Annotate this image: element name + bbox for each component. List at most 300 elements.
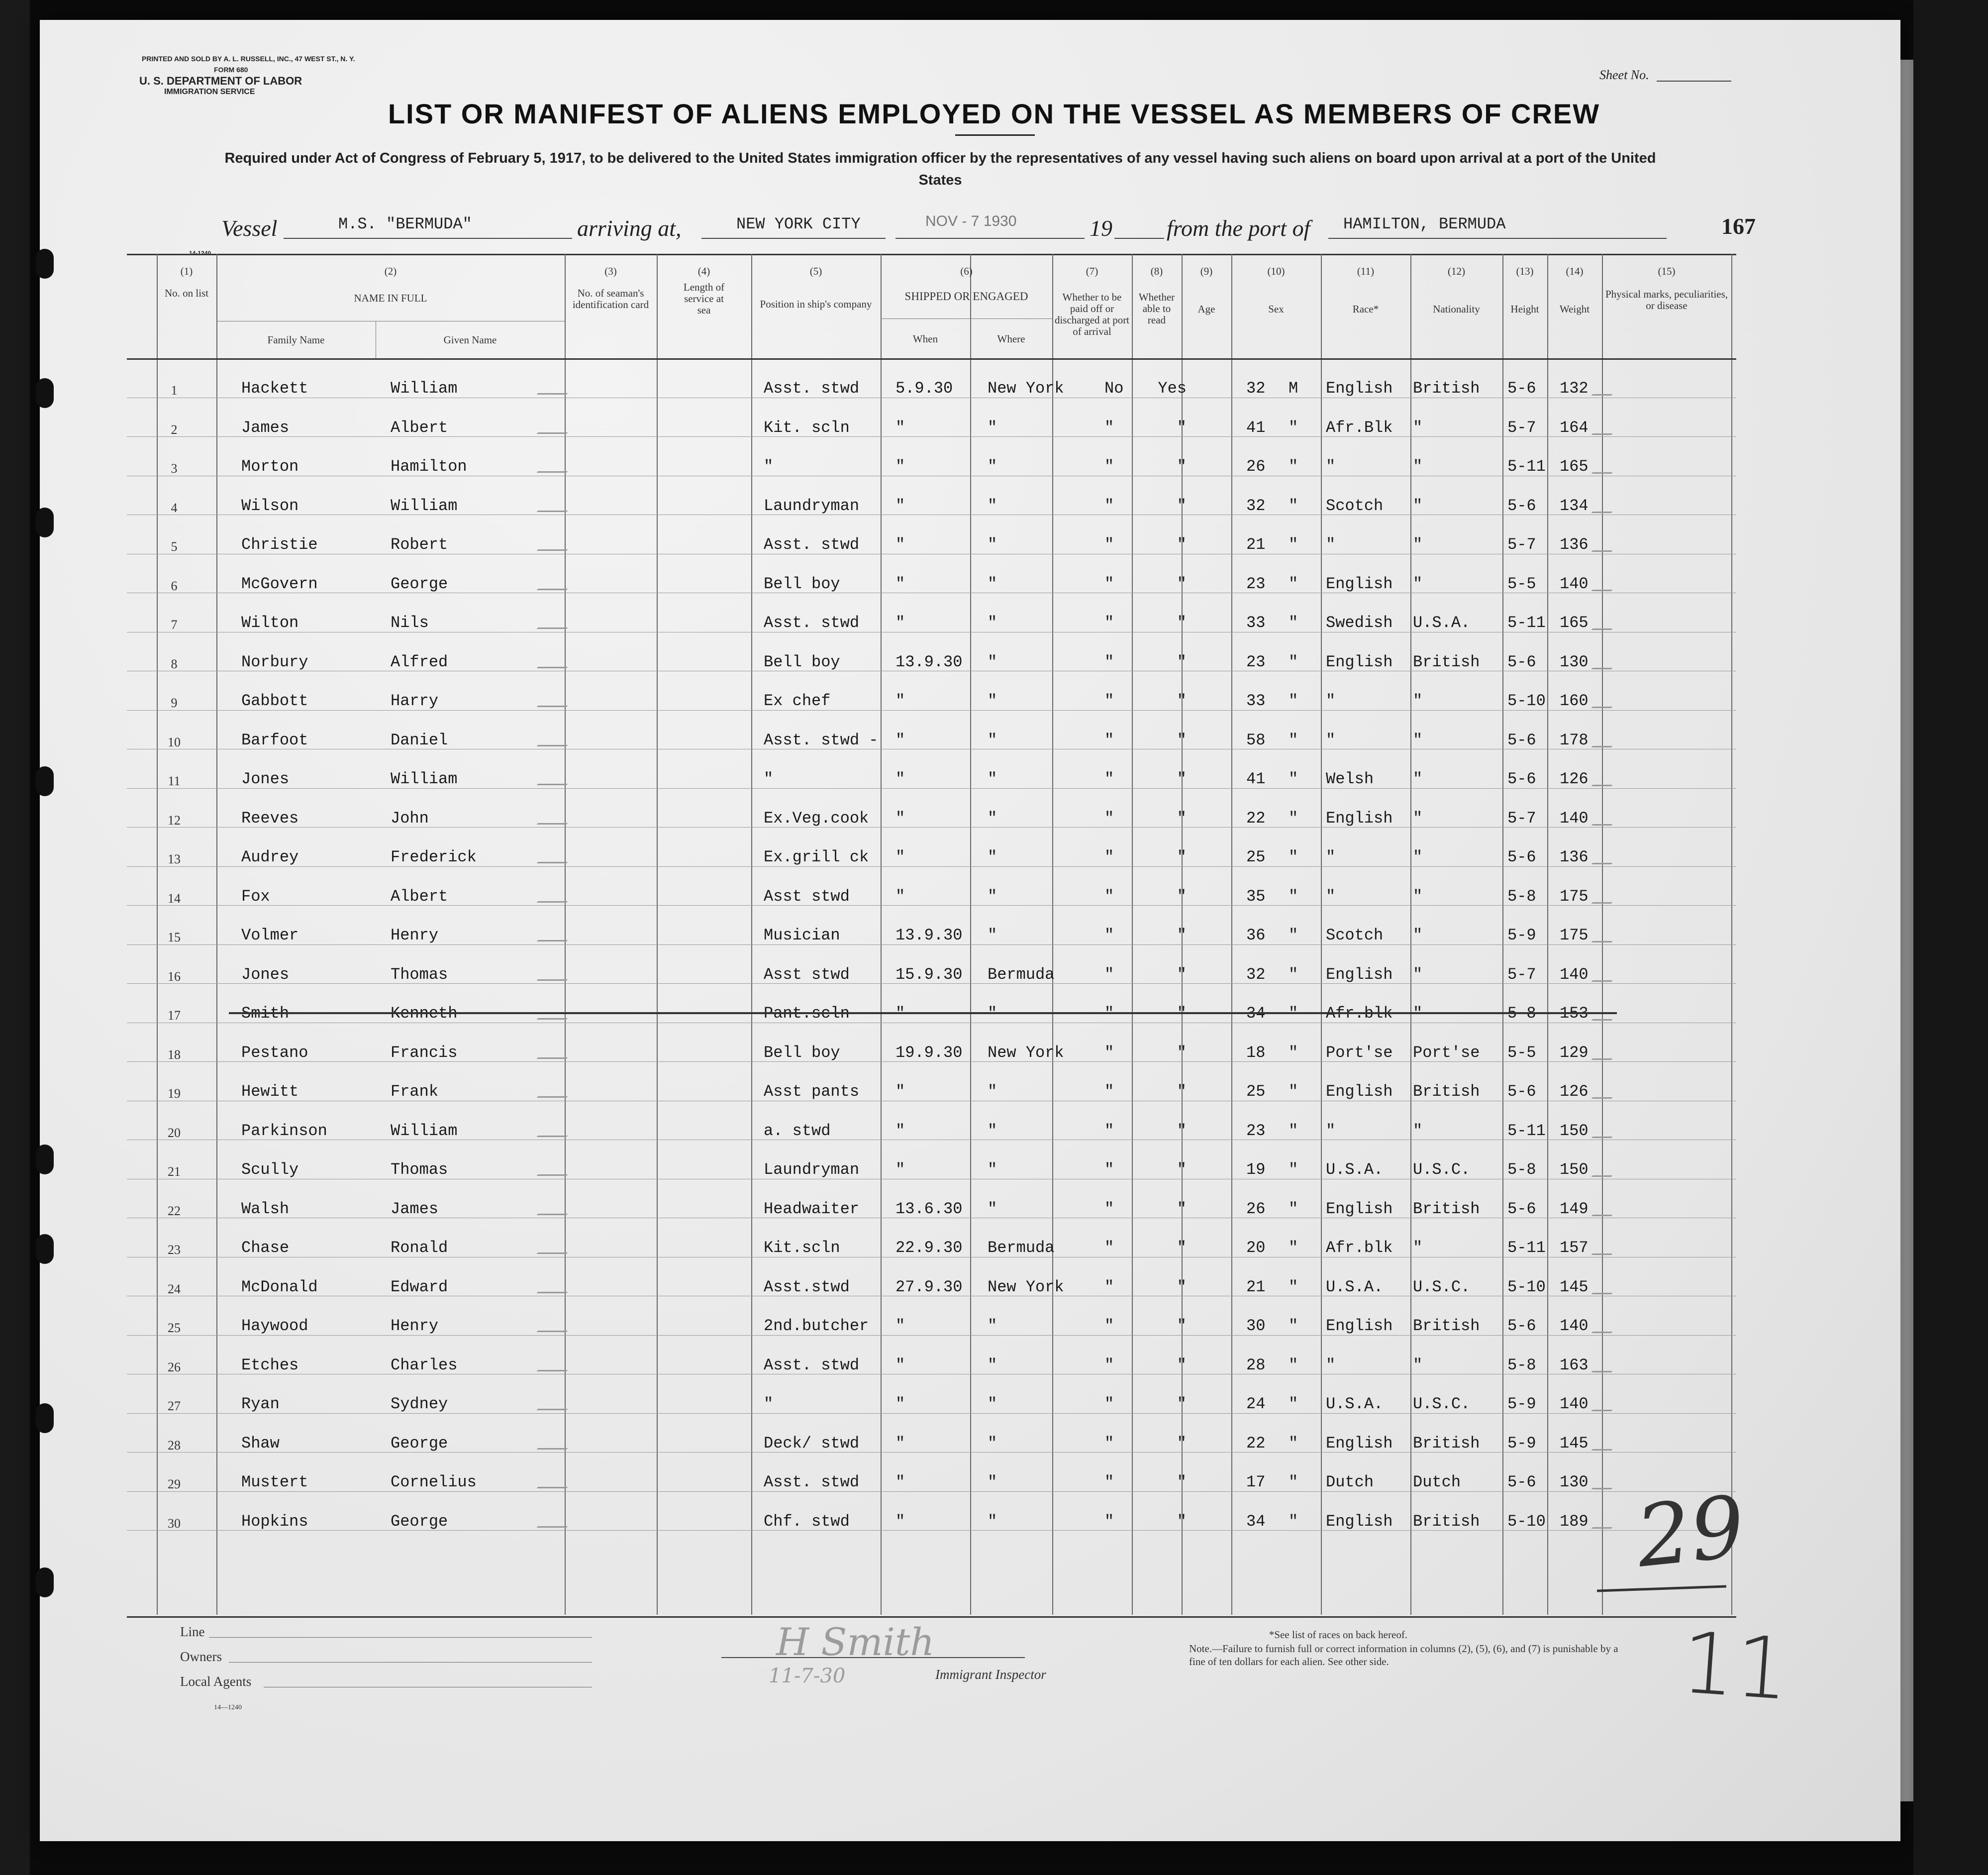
- cell-race: English: [1326, 1199, 1393, 1218]
- cell-shipped-when: ": [895, 574, 905, 593]
- row-rule: [127, 1335, 1736, 1336]
- cell-able-to-read: ": [1177, 1355, 1187, 1374]
- cell-family-name: Pestano: [241, 1043, 308, 1062]
- cell-shipped-when: ": [895, 1395, 905, 1413]
- cell-weight: 130: [1560, 1473, 1589, 1491]
- cell-sex: ": [1289, 770, 1298, 788]
- punch-hole: [36, 766, 54, 796]
- cell-paid-off: ": [1104, 418, 1114, 437]
- arriving-line: [701, 238, 886, 239]
- col-num-5: (5): [809, 265, 822, 277]
- cell-given-name: Frank: [391, 1082, 439, 1101]
- cell-position: Asst. stwd: [764, 614, 860, 632]
- arriving-port: NEW YORK CITY: [736, 215, 861, 233]
- cell-weight: 153: [1560, 1004, 1589, 1023]
- cell-age: 33: [1246, 692, 1266, 710]
- footer-agents-label: Local Agents: [180, 1674, 252, 1689]
- cell-height: 5-9: [1507, 926, 1536, 944]
- cell-given-name: Albert: [391, 887, 448, 906]
- col-num-9: (9): [1200, 265, 1213, 277]
- cell-paid-off: ": [1104, 574, 1114, 593]
- col-label-13: Height: [1510, 303, 1539, 315]
- year-label: 19: [1090, 215, 1112, 241]
- cell-nationality: ": [1413, 1004, 1423, 1023]
- col-label-1: No. on list: [164, 287, 209, 299]
- cell-race: ": [1326, 848, 1336, 866]
- cell-position: Ex.Veg.cook: [764, 809, 869, 828]
- footer-bottom-code: 14—1240: [214, 1704, 242, 1711]
- cell-sex: ": [1289, 1473, 1298, 1491]
- cell-sex: ": [1289, 1004, 1298, 1023]
- cell-nationality: ": [1413, 1239, 1423, 1257]
- cell-race: English: [1326, 1434, 1393, 1453]
- row-rule: [127, 1491, 1736, 1492]
- cell-paid-off: ": [1104, 1082, 1114, 1101]
- cell-paid-off: No: [1104, 379, 1124, 398]
- cell-shipped-where: ": [988, 1355, 997, 1374]
- cell-race: U.S.A.: [1326, 1395, 1384, 1413]
- col-label-6: SHIPPED OR ENGAGED: [904, 290, 1028, 303]
- cell-nationality: ": [1413, 926, 1423, 944]
- cell-shipped-when: ": [895, 692, 905, 710]
- cell-sex: ": [1289, 574, 1298, 593]
- cell-nationality: ": [1413, 730, 1423, 749]
- cell-weight: 136: [1560, 848, 1589, 866]
- cell-race: English: [1326, 1082, 1393, 1101]
- col-divider: [1132, 254, 1133, 1615]
- cell-race: U.S.A.: [1326, 1160, 1384, 1179]
- cell-able-to-read: ": [1177, 1512, 1187, 1531]
- cell-given-name: Frederick: [391, 848, 477, 866]
- cell-family-name: Barfoot: [241, 730, 308, 749]
- cell-nationality: ": [1413, 418, 1423, 437]
- col-divider: [1321, 254, 1322, 1615]
- row-rule: [127, 1452, 1736, 1453]
- cell-height: 5-6: [1507, 1199, 1536, 1218]
- shipped-sub-rule: [881, 318, 1052, 319]
- cell-family-name: Fox: [241, 887, 270, 906]
- cell-nationality: ": [1413, 770, 1423, 788]
- cell-height: 5-8: [1507, 1160, 1536, 1179]
- cell-shipped-when: 13.9.30: [895, 926, 963, 944]
- cell-sex: ": [1289, 1160, 1298, 1179]
- col-num-3: (3): [604, 265, 617, 277]
- cell-sex: ": [1289, 809, 1298, 828]
- cell-height: 5-11: [1507, 1121, 1546, 1140]
- cell-age: 22: [1246, 1434, 1266, 1453]
- cell-paid-off: ": [1104, 1355, 1114, 1374]
- cell-paid-off: ": [1104, 926, 1114, 944]
- col-num-10: (10): [1267, 265, 1285, 277]
- cell-given-name: Daniel: [391, 730, 448, 749]
- cell-paid-off: ": [1104, 1317, 1114, 1335]
- from-label: from the port of: [1167, 215, 1310, 241]
- cell-position: ": [764, 770, 774, 788]
- row-number: 23: [168, 1243, 181, 1257]
- cell-height: 5-8: [1507, 1004, 1536, 1023]
- cell-age: 30: [1246, 1317, 1266, 1335]
- cell-position: Chf. stwd: [764, 1512, 850, 1531]
- page-number: 167: [1721, 213, 1756, 239]
- cell-able-to-read: ": [1177, 730, 1187, 749]
- cell-able-to-read: ": [1177, 652, 1187, 671]
- cell-height: 5-11: [1507, 457, 1546, 476]
- cell-nationality: ": [1413, 809, 1423, 828]
- cell-shipped-where: ": [988, 926, 997, 944]
- cell-shipped-when: ": [895, 1004, 905, 1023]
- cell-able-to-read: ": [1177, 614, 1187, 632]
- cell-weight: 140: [1560, 574, 1589, 593]
- cell-shipped-where: ": [988, 535, 997, 554]
- printer-line: PRINTED AND SOLD BY A. L. RUSSELL, INC., 47 WEST ST., N. Y.: [142, 55, 355, 63]
- cell-shipped-when: ": [895, 1434, 905, 1453]
- cell-given-name: Robert: [391, 535, 448, 554]
- cell-family-name: James: [241, 418, 290, 437]
- cell-weight: 160: [1560, 692, 1589, 710]
- cell-given-name: William: [391, 379, 458, 398]
- cell-sex: ": [1289, 1434, 1298, 1453]
- cell-position: Laundryman: [764, 496, 860, 515]
- cell-age: 25: [1246, 1082, 1266, 1101]
- cell-shipped-where: ": [988, 1512, 997, 1531]
- cell-position: Pant.scln: [764, 1004, 850, 1023]
- cell-sex: ": [1289, 1317, 1298, 1335]
- cell-family-name: Etches: [241, 1355, 299, 1374]
- cell-able-to-read: ": [1177, 1160, 1187, 1179]
- inspector-signature: H Smith: [776, 1620, 935, 1664]
- cell-weight: 165: [1560, 614, 1589, 632]
- row-number: 10: [168, 734, 181, 749]
- col-divider: [157, 254, 158, 1615]
- cell-family-name: Mustert: [241, 1473, 308, 1491]
- cell-family-name: Shaw: [241, 1434, 280, 1453]
- cell-paid-off: ": [1104, 1004, 1114, 1023]
- cell-nationality: U.S.A.: [1413, 614, 1471, 632]
- cell-weight: 129: [1560, 1043, 1589, 1062]
- cell-height: 5-6: [1507, 652, 1536, 671]
- cell-family-name: Ryan: [241, 1395, 280, 1413]
- cell-family-name: Volmer: [241, 926, 299, 944]
- cell-nationality: British: [1413, 1434, 1480, 1453]
- cell-age: 33: [1246, 614, 1266, 632]
- col-num-12: (12): [1448, 265, 1465, 277]
- cell-weight: 150: [1560, 1121, 1589, 1140]
- cell-given-name: Hamilton: [391, 457, 467, 476]
- cell-weight: 149: [1560, 1199, 1589, 1218]
- cell-sex: ": [1289, 1395, 1298, 1413]
- cell-nationality: British: [1413, 1512, 1480, 1531]
- row-number: 29: [168, 1477, 181, 1491]
- cell-able-to-read: ": [1177, 1043, 1187, 1062]
- cell-weight: 189: [1560, 1512, 1589, 1531]
- cell-able-to-read: ": [1177, 574, 1187, 593]
- cell-able-to-read: ": [1177, 1317, 1187, 1335]
- cell-shipped-when: ": [895, 535, 905, 554]
- cell-able-to-read: ": [1177, 965, 1187, 984]
- cell-given-name: Alfred: [391, 652, 448, 671]
- row-number: 26: [168, 1359, 181, 1374]
- cell-nationality: ": [1413, 887, 1423, 906]
- cell-given-name: Charles: [391, 1355, 458, 1374]
- cell-shipped-where: Bermuda: [988, 965, 1055, 984]
- cell-shipped-where: ": [988, 1434, 997, 1453]
- cell-age: 36: [1246, 926, 1266, 944]
- cell-able-to-read: ": [1177, 1395, 1187, 1413]
- col-divider: [1410, 254, 1411, 1615]
- cell-race: English: [1326, 379, 1393, 398]
- col-num-11: (11): [1357, 265, 1375, 277]
- cell-given-name: John: [391, 809, 429, 828]
- punch-hole: [36, 1145, 54, 1174]
- row-rule: [127, 905, 1736, 906]
- row-number: 16: [168, 969, 181, 984]
- punch-hole: [36, 1567, 54, 1597]
- col-num-8: (8): [1150, 265, 1163, 277]
- cell-race: Swedish: [1326, 614, 1393, 632]
- cell-sex: ": [1289, 1512, 1298, 1531]
- cell-weight: 145: [1560, 1277, 1589, 1296]
- footer-owners-field: [229, 1662, 592, 1663]
- cell-race: English: [1326, 965, 1393, 984]
- note-fine: Note.—Failure to furnish full or correct information in columns (2), (5), (6), and (7) is punishable by a fine of ten dollars for each alien. See other side.: [1189, 1643, 1618, 1667]
- cell-position: Bell boy: [764, 1043, 840, 1062]
- cell-given-name: George: [391, 1512, 448, 1531]
- cell-shipped-when: ": [895, 614, 905, 632]
- footer-line-field: [209, 1637, 592, 1638]
- cell-able-to-read: ": [1177, 887, 1187, 906]
- cell-sex: ": [1289, 887, 1298, 906]
- cell-weight: 140: [1560, 1395, 1589, 1413]
- cell-position: Deck/ stwd: [764, 1434, 860, 1453]
- cell-shipped-when: ": [895, 848, 905, 866]
- cell-given-name: George: [391, 574, 448, 593]
- col-label-7: Whether to be paid off or discharged at port of arrival: [1054, 291, 1130, 337]
- cell-sex: ": [1289, 848, 1298, 866]
- cell-height: 5-9: [1507, 1434, 1536, 1453]
- cell-sex: ": [1289, 1277, 1298, 1296]
- row-number: 9: [171, 696, 178, 710]
- cell-position: a. stwd: [764, 1121, 831, 1140]
- cell-height: 5-6: [1507, 1473, 1536, 1491]
- cell-able-to-read: ": [1177, 418, 1187, 437]
- col-divider: [216, 254, 217, 1615]
- cell-age: 24: [1246, 1395, 1266, 1413]
- cell-height: 5-10: [1507, 1277, 1546, 1296]
- cell-able-to-read: ": [1177, 1239, 1187, 1257]
- cell-position: Laundryman: [764, 1160, 860, 1179]
- cell-nationality: ": [1413, 535, 1423, 554]
- col-divider: [657, 254, 658, 1615]
- cell-weight: 134: [1560, 496, 1589, 515]
- handwritten-page-mark: 11: [1678, 1613, 1792, 1720]
- cell-family-name: Walsh: [241, 1199, 290, 1218]
- row-rule: [127, 436, 1736, 437]
- cell-given-name: Harry: [391, 692, 439, 710]
- cell-shipped-where: ": [988, 614, 997, 632]
- header-bottom-rule: [127, 358, 1736, 360]
- cell-height: 5-11: [1507, 1239, 1546, 1257]
- cell-family-name: Wilson: [241, 496, 299, 515]
- cell-shipped-where: ": [988, 1160, 997, 1179]
- cell-position: Asst. stwd: [764, 1473, 860, 1491]
- cell-family-name: Morton: [241, 457, 299, 476]
- row-number: 27: [168, 1399, 181, 1413]
- cell-weight: 178: [1560, 730, 1589, 749]
- col-num-13: (13): [1516, 265, 1534, 277]
- cell-position: ": [764, 1395, 774, 1413]
- cell-paid-off: ": [1104, 1043, 1114, 1062]
- cell-age: 21: [1246, 1277, 1266, 1296]
- col-label-10: Sex: [1268, 303, 1284, 315]
- cell-nationality: ": [1413, 848, 1423, 866]
- binder-left-edge: [0, 0, 30, 1875]
- cell-shipped-when: ": [895, 809, 905, 828]
- cell-position: Asst.stwd: [764, 1277, 850, 1296]
- cell-family-name: Chase: [241, 1239, 290, 1257]
- cell-age: 21: [1246, 535, 1266, 554]
- row-number: 13: [168, 852, 181, 866]
- cell-able-to-read: ": [1177, 457, 1187, 476]
- cell-age: 58: [1246, 730, 1266, 749]
- cell-paid-off: ": [1104, 1434, 1114, 1453]
- cell-race: ": [1326, 457, 1336, 476]
- row-number: 12: [168, 813, 181, 828]
- cell-race: ": [1326, 730, 1336, 749]
- cell-sex: ": [1289, 965, 1298, 984]
- cell-age: 34: [1246, 1004, 1266, 1023]
- immigrant-inspector-label: Immigrant Inspector: [935, 1667, 1046, 1682]
- cell-nationality: British: [1413, 1082, 1480, 1101]
- cell-given-name: Nils: [391, 614, 429, 632]
- punch-hole: [36, 1403, 54, 1433]
- cell-paid-off: ": [1104, 965, 1114, 984]
- cell-shipped-when: ": [895, 1160, 905, 1179]
- cell-age: 26: [1246, 457, 1266, 476]
- cell-given-name: Edward: [391, 1277, 448, 1296]
- cell-shipped-where: ": [988, 848, 997, 866]
- vessel-name: M.S. "BERMUDA": [338, 215, 472, 233]
- cell-shipped-where: ": [988, 1082, 997, 1101]
- cell-race: ": [1326, 887, 1336, 906]
- cell-paid-off: ": [1104, 1473, 1114, 1491]
- cell-age: 19: [1246, 1160, 1266, 1179]
- cell-family-name: McDonald: [241, 1277, 318, 1296]
- cell-height: 5-8: [1507, 1355, 1536, 1374]
- cell-race: Afr.blk: [1326, 1239, 1393, 1257]
- cell-family-name: Hackett: [241, 379, 308, 398]
- cell-given-name: Kenneth: [391, 1004, 458, 1023]
- footer-owners-label: Owners: [180, 1649, 222, 1664]
- row-number: 25: [168, 1321, 181, 1335]
- cell-given-name: James: [391, 1199, 439, 1218]
- cell-shipped-where: New York: [988, 379, 1064, 398]
- handwritten-total: 29: [1632, 1477, 1750, 1587]
- cell-height: 5-7: [1507, 965, 1536, 984]
- cell-height: 5-6: [1507, 770, 1536, 788]
- row-number: 1: [171, 383, 178, 398]
- cell-height: 5-10: [1507, 692, 1546, 710]
- cell-race: English: [1326, 1317, 1393, 1335]
- cell-sex: ": [1289, 1239, 1298, 1257]
- cell-family-name: Christie: [241, 535, 318, 554]
- col-divider: [1052, 254, 1053, 1615]
- cell-shipped-when: ": [895, 730, 905, 749]
- cell-age: 28: [1246, 1355, 1266, 1374]
- cell-height: 5-5: [1507, 574, 1536, 593]
- cell-height: 5-7: [1507, 535, 1536, 554]
- cell-sex: ": [1289, 1355, 1298, 1374]
- punch-hole: [36, 378, 54, 408]
- cell-family-name: Wilton: [241, 614, 299, 632]
- cell-nationality: ": [1413, 1121, 1423, 1140]
- cell-weight: 140: [1560, 809, 1589, 828]
- cell-family-name: Jones: [241, 965, 290, 984]
- cell-paid-off: ": [1104, 1277, 1114, 1296]
- cell-shipped-when: 15.9.30: [895, 965, 963, 984]
- cell-paid-off: ": [1104, 1160, 1114, 1179]
- cell-age: 22: [1246, 809, 1266, 828]
- cell-paid-off: ": [1104, 496, 1114, 515]
- cell-shipped-where: ": [988, 1199, 997, 1218]
- cell-age: 25: [1246, 848, 1266, 866]
- cell-given-name: William: [391, 496, 458, 515]
- cell-race: Afr.Blk: [1326, 418, 1393, 437]
- from-port: HAMILTON, BERMUDA: [1343, 215, 1506, 233]
- cell-paid-off: ": [1104, 1121, 1114, 1140]
- cell-nationality: ": [1413, 496, 1423, 515]
- cell-position: Ex chef: [764, 692, 831, 710]
- cell-nationality: ": [1413, 574, 1423, 593]
- cell-weight: 140: [1560, 965, 1589, 984]
- cell-shipped-when: 22.9.30: [895, 1239, 963, 1257]
- row-number: 17: [168, 1008, 181, 1023]
- cell-position: Bell boy: [764, 574, 840, 593]
- punch-hole: [36, 249, 54, 279]
- cell-paid-off: ": [1104, 614, 1114, 632]
- cell-race: U.S.A.: [1326, 1277, 1384, 1296]
- department-name: U. S. DEPARTMENT OF LABOR: [139, 75, 302, 87]
- inspector-signature-date: 11-7-30: [769, 1665, 846, 1687]
- cell-nationality: British: [1413, 1317, 1480, 1335]
- cell-shipped-when: ": [895, 1355, 905, 1374]
- cell-family-name: McGovern: [241, 574, 318, 593]
- row-number: 22: [168, 1203, 181, 1218]
- cell-given-name: Thomas: [391, 965, 448, 984]
- cell-family-name: Parkinson: [241, 1121, 327, 1140]
- from-port-line: [1328, 238, 1667, 239]
- cell-able-to-read: ": [1177, 692, 1187, 710]
- cell-weight: 163: [1560, 1355, 1589, 1374]
- cell-shipped-when: ": [895, 1473, 905, 1491]
- cell-position: Bell boy: [764, 652, 840, 671]
- cell-race: Scotch: [1326, 926, 1384, 944]
- cell-height: 5-6: [1507, 379, 1536, 398]
- col-label-14: Weight: [1559, 303, 1590, 315]
- cell-sex: ": [1289, 614, 1298, 632]
- note-races: *See list of races on back hereof.: [1269, 1629, 1408, 1641]
- cell-shipped-when: 19.9.30: [895, 1043, 963, 1062]
- vessel-name-line: [284, 238, 572, 239]
- cell-height: 5-5: [1507, 1043, 1536, 1062]
- binder-right-edge: [1913, 0, 1988, 1875]
- cell-given-name: William: [391, 1121, 458, 1140]
- row-number: 4: [171, 500, 178, 515]
- cell-sex: ": [1289, 1121, 1298, 1140]
- cell-family-name: Reeves: [241, 809, 299, 828]
- cell-shipped-where: ": [988, 809, 997, 828]
- cell-nationality: ": [1413, 1355, 1423, 1374]
- cell-age: 32: [1246, 496, 1266, 515]
